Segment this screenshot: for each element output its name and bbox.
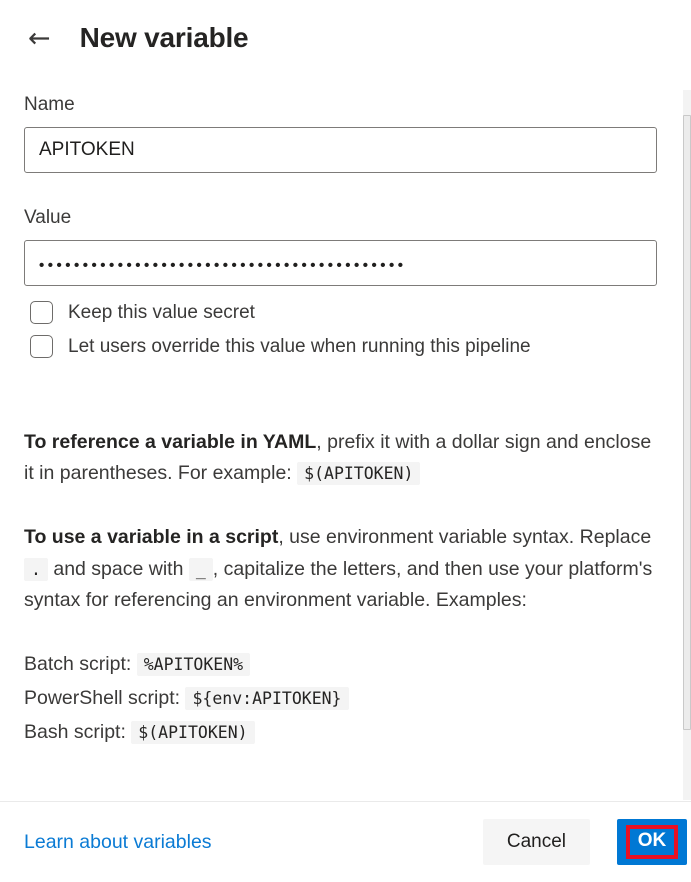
keep-secret-label: Keep this value secret xyxy=(68,301,255,323)
dot-code-chip: . xyxy=(24,558,48,581)
bash-example-code: $(APITOKEN) xyxy=(131,721,254,744)
yaml-help-paragraph xyxy=(24,427,657,489)
keep-secret-row xyxy=(30,301,657,324)
powershell-example-label: PowerShell script: xyxy=(24,686,186,709)
panel-header xyxy=(0,0,691,54)
learn-about-variables-link[interactable]: Learn about variables xyxy=(24,830,212,853)
script-help-text-3: , capitalize the letters, and then use your platform's syntax for referencing an environment variable. Examples: xyxy=(24,557,653,611)
page-title: New variable xyxy=(79,22,249,53)
powershell-example-code: ${env:APITOKEN} xyxy=(185,687,348,710)
scrollbar-thumb[interactable] xyxy=(683,115,691,730)
cancel-button[interactable]: Cancel xyxy=(483,819,590,865)
scrollbar-track[interactable] xyxy=(683,90,691,800)
powershell-example-line xyxy=(24,682,657,715)
batch-example-line xyxy=(24,648,657,681)
script-help-text-2: and space with xyxy=(47,557,189,580)
name-input[interactable] xyxy=(24,127,657,173)
script-examples xyxy=(24,648,657,749)
underscore-code-chip: _ xyxy=(189,558,213,581)
batch-example-code: %APITOKEN% xyxy=(137,653,250,676)
script-help-text-1: , use environment variable syntax. Replace xyxy=(278,526,652,548)
yaml-help-text: , prefix it with a dollar sign and enclose it in parentheses. For example: xyxy=(24,431,652,484)
back-arrow-icon[interactable]: ← xyxy=(28,22,51,54)
yaml-example-code: $(APITOKEN) xyxy=(297,462,420,485)
value-input[interactable] xyxy=(24,240,657,286)
name-label: Name xyxy=(24,94,75,115)
bash-example-line xyxy=(24,716,657,749)
panel-footer xyxy=(0,801,691,882)
let-users-override-row xyxy=(30,335,657,358)
yaml-help-bold: To reference a variable in YAML xyxy=(24,431,317,453)
help-section xyxy=(24,427,657,749)
panel-content xyxy=(0,94,691,749)
value-field-group xyxy=(24,207,657,286)
let-users-override-label: Let users override this value when running this pipeline xyxy=(68,335,531,357)
ok-button[interactable] xyxy=(617,819,687,865)
footer-buttons xyxy=(483,819,687,865)
bash-example-label: Bash script: xyxy=(24,720,132,743)
name-field-group xyxy=(24,94,657,173)
script-help-bold: To use a variable in a script xyxy=(24,526,279,548)
let-users-override-checkbox[interactable] xyxy=(30,335,53,358)
script-help-paragraph xyxy=(24,522,657,617)
keep-secret-checkbox[interactable] xyxy=(30,301,53,324)
value-label: Value xyxy=(24,207,72,228)
ok-button-highlight-annotation: OK xyxy=(626,825,679,859)
batch-example-label: Batch script: xyxy=(24,652,137,675)
